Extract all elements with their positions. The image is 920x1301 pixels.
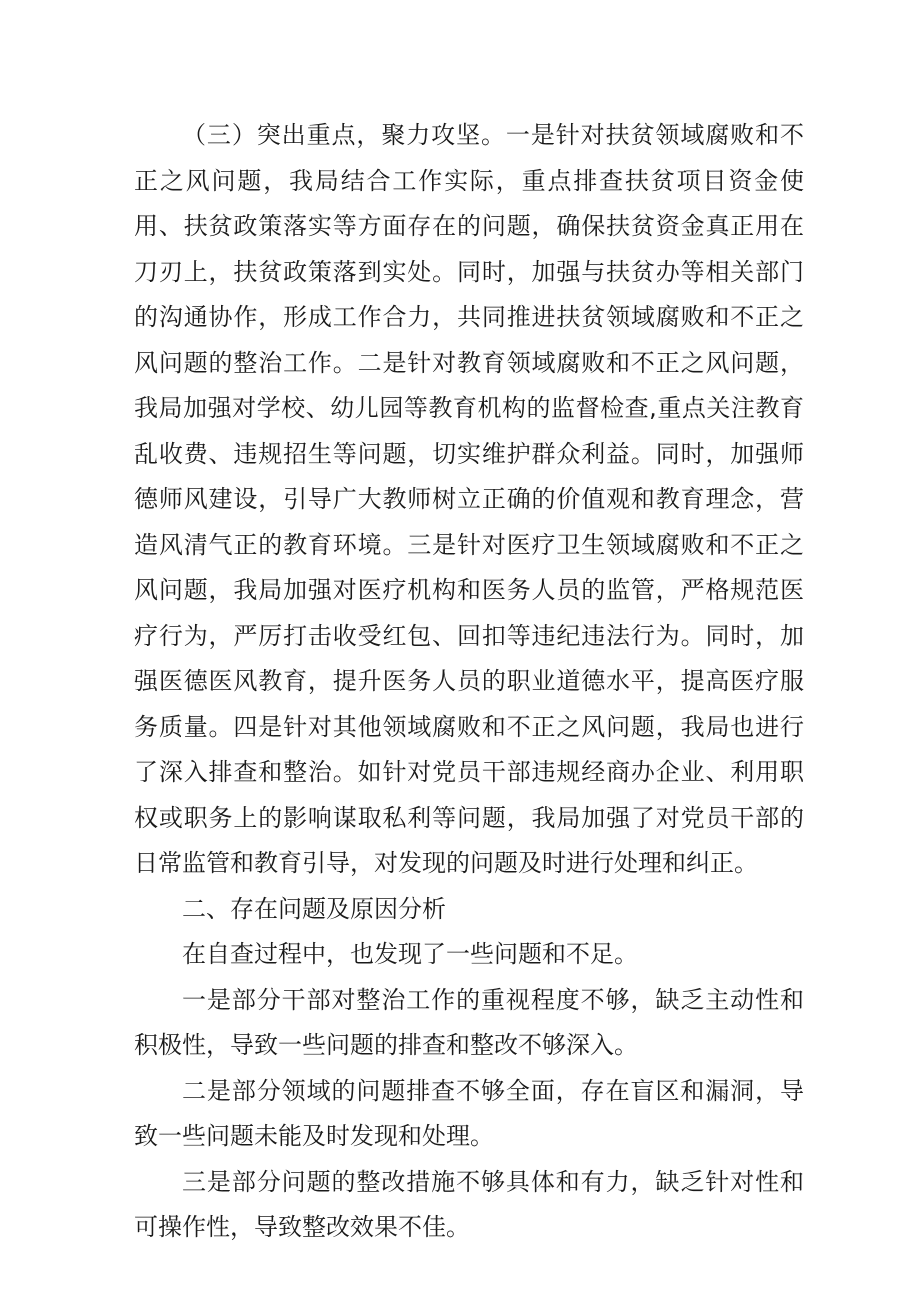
heading-section-two: 二、存在问题及原因分析 [182,894,446,923]
paragraph-intro: 在自查过程中，也发现了一些问题和不足。 [182,940,638,968]
document-body [134,113,804,1251]
paragraph-problem-one: 一是部分干部对整治工作的重视程度不够，缺乏主动性和积极性，导致一些问题的排查和整改不够深入。 [134,985,804,1059]
paragraph-problem-two: 二是部分领域的问题排查不够全面，存在盲区和漏洞，导致一些问题未能及时发现和处理。 [134,1076,804,1150]
paragraph-section-three: （三）突出重点，聚力攻坚。一是针对扶贫领域腐败和不正之风问题，我局结合工作实际，重点排查扶贫项目资金使用、扶贫政策落实等方面存在的问题，确保扶贫资金真正用在刀刃上，扶贫政策落到实处。同时，加强与扶贫办等相关部门的沟通协作，形成工作合力，共同推进扶贫领域腐败和不正之风问题的整治工作。二是针对教育领域腐败和不正之风问题，我局加强对学校、幼儿园等教育机构的监督检查,重点关注教育乱收费、违规招生等问题，切实维护群众利益。同时，加强师德师风建设，引导广大教师树立正确的价值观和教育理念，营造风清气正的教育环境。三是针对医疗卫生领域腐败和不正之风问题，我局加强对医疗机构和医务人员的监管，严格规范医疗行为，严厉打击收受红包、回扣等违纪违法行为。同时，加强医德医风教育，提升医务人员的职业道德水平，提高医疗服务质量。四是针对其他领域腐败和不正之风问题，我局也进行了深入排查和整治。如针对党员干部违规经商办企业、利用职权或职务上的影响谋取私利等问题，我局加强了对党员干部的日常监管和教育引导，对发现的问题及时进行处理和纠正。 [134,121,804,877]
paragraph-problem-three: 三是部分问题的整改措施不够具体和有力，缺乏针对性和可操作性，导致整改效果不佳。 [134,1167,804,1241]
